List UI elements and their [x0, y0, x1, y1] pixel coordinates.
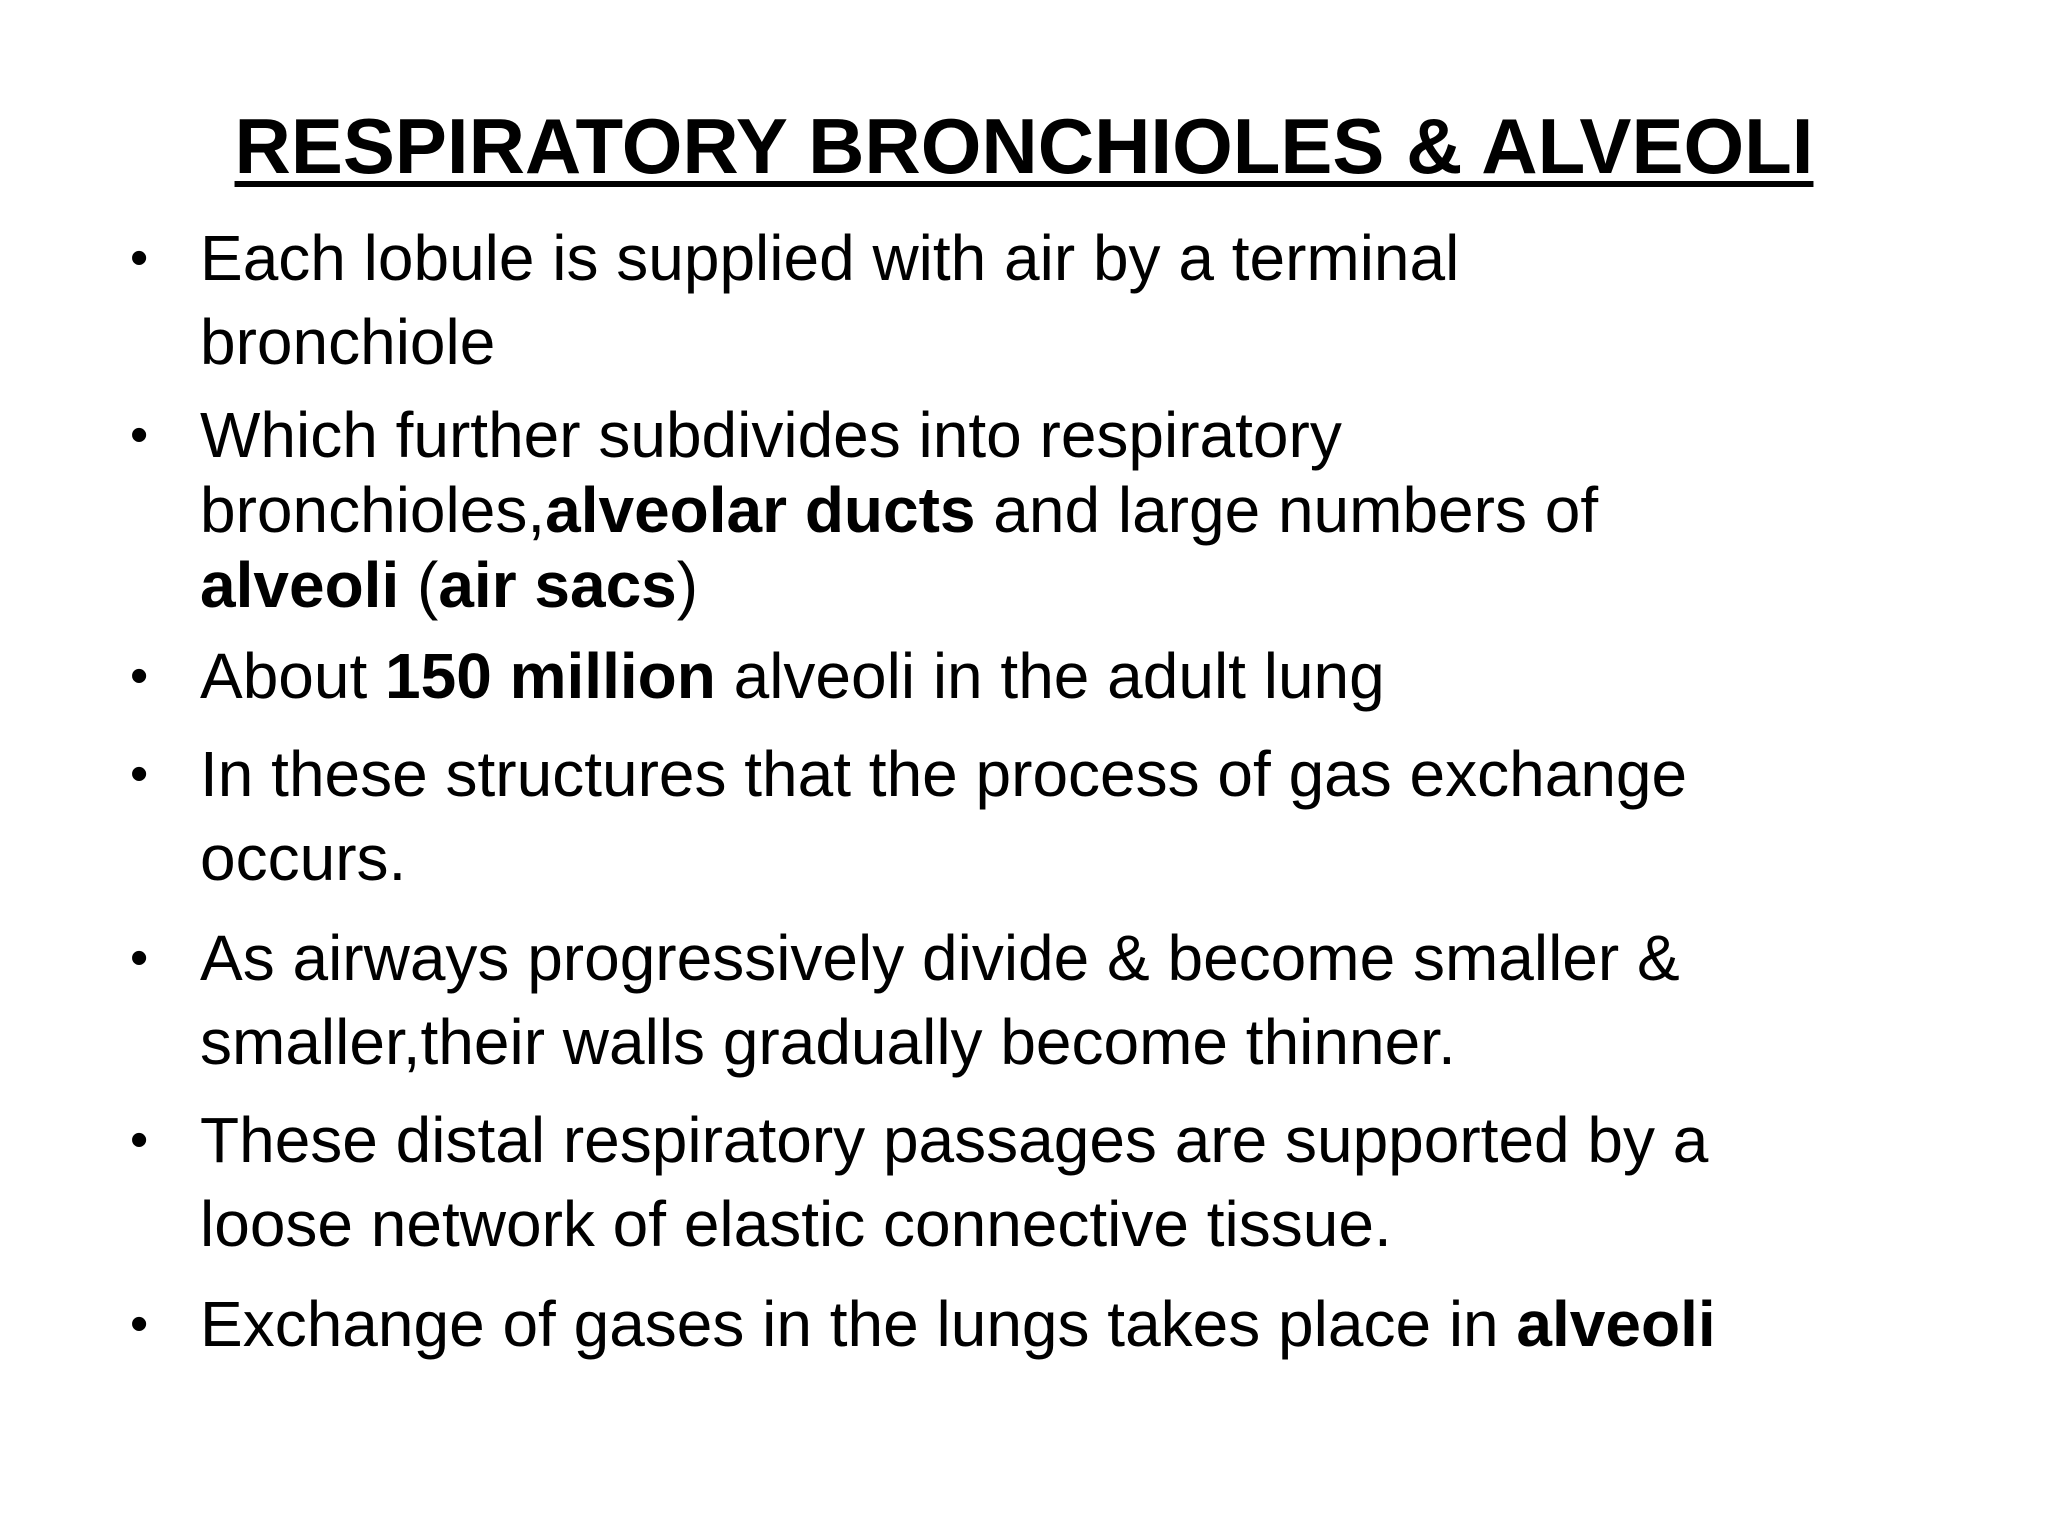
bullet-3-bold-150-million: 150 million — [385, 640, 716, 712]
bullet-3-line-1a: About — [200, 640, 386, 712]
bullet-item-4 — [130, 732, 1960, 900]
bullet-item-1 — [130, 216, 1960, 384]
bullet-dot: • — [130, 229, 149, 287]
bullet-2-paren-open: ( — [399, 549, 439, 621]
bullet-2-line-1: Which further subdivides into respiratory — [200, 399, 1342, 471]
bullet-7-line-1a: Exchange of gases in the lungs takes place in — [200, 1288, 1517, 1360]
bullet-item-7 — [130, 1282, 1960, 1366]
bullet-dot: • — [130, 929, 149, 987]
bullet-5-line-2: smaller,their walls gradually become thinner. — [200, 1006, 1456, 1078]
bullet-2-bold-alveoli: alveoli — [200, 549, 400, 621]
bullet-item-3 — [130, 634, 1960, 718]
bullet-1-line-1: Each lobule is supplied with air by a terminal — [200, 222, 1460, 294]
bullet-3-line-1c: alveoli in the adult lung — [715, 640, 1385, 712]
slide-title: RESPIRATORY BRONCHIOLES & ALVEOLI — [234, 102, 1814, 190]
bullet-2-bold-air-sacs: air sacs — [438, 549, 677, 621]
bullet-2-paren-close: ) — [676, 549, 699, 621]
bullet-item-6 — [130, 1098, 1960, 1266]
bullet-2-line-2a: bronchioles, — [200, 474, 546, 546]
bullet-dot: • — [130, 406, 149, 464]
bullet-7-bold-alveoli: alveoli — [1516, 1288, 1716, 1360]
bullet-4-line-1: In these structures that the process of gas exchange — [200, 738, 1688, 810]
bullet-2-line-2c: and large numbers of — [975, 474, 1599, 546]
bullet-dot: • — [130, 1295, 149, 1353]
bullet-1-line-2: bronchiole — [200, 306, 496, 378]
bullet-dot: • — [130, 745, 149, 803]
bullet-5-line-1: As airways progressively divide & become smaller & — [200, 922, 1680, 994]
bullet-item-2 — [130, 398, 1960, 623]
bullet-2-bold-alveolar-ducts: alveolar ducts — [545, 474, 976, 546]
bullet-4-line-2: occurs. — [200, 822, 407, 894]
bullet-6-line-1: These distal respiratory passages are supported by a — [200, 1104, 1709, 1176]
bullet-dot: • — [130, 647, 149, 705]
bullet-item-5 — [130, 916, 1960, 1084]
bullet-dot: • — [130, 1111, 149, 1169]
bullet-6-line-2: loose network of elastic connective tissue. — [200, 1188, 1392, 1260]
